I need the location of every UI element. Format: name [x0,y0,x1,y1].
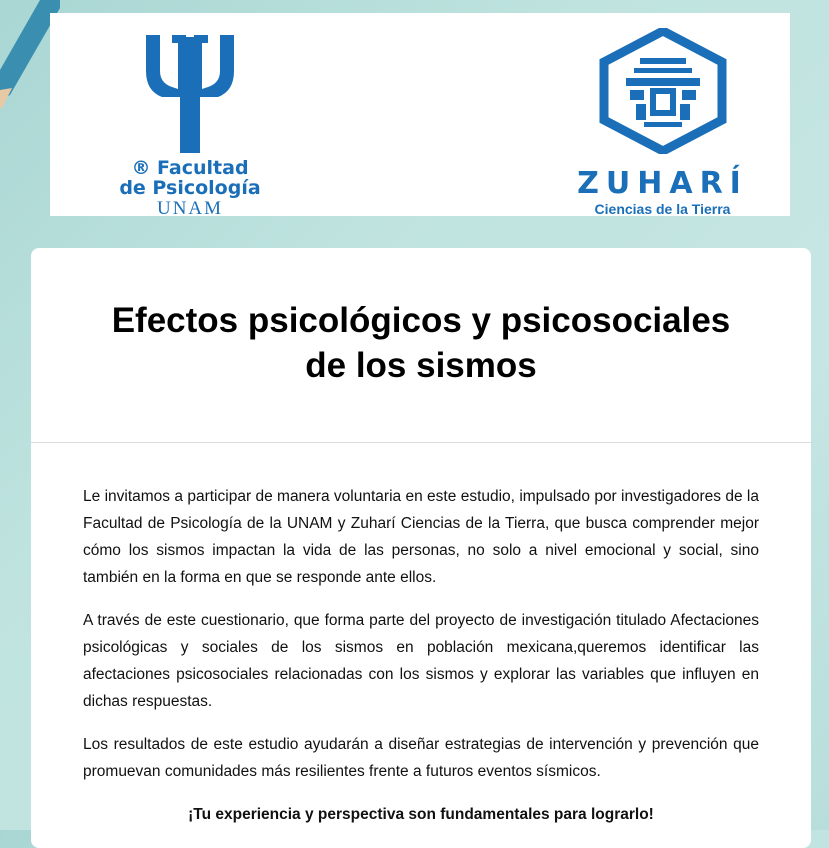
hexagon-glyph-icon [596,28,730,154]
header-banner [50,13,790,219]
description-paragraph: A través de este cuestionario, que forma parte del proyecto de investigación titulado Afectaciones psicológicas y sociales de los sismos en población mexicana,queremos identificar las afectaciones psicosociales relacionadas con los sismos y explorar las variables que influyen en dichas respuestas. [83,612,759,710]
logo-text-facultad: ® Facultad [131,157,249,179]
description-paragraph: Le invitamos a participar de manera voluntaria en este estudio, impulsado por investigadores de la Facultad de Psicología de la UNAM y Zuharí Ciencias de la Tierra, que busca comprender mejor cómo los sismos impactan la vida de las personas, no solo a nivel emocional y social, sino también en la forma en que se responde ante ellos. [83,488,759,586]
form-description [83,483,759,844]
form-title [31,298,811,388]
call-to-action-text: ¡Tu experiencia y perspectiva son fundamentales para lograrlo! [188,806,654,823]
logo-text-unam: UNAM [156,198,224,219]
logo-text-ciencias: Ciencias de la Tierra [594,201,731,217]
form-title-line-2: de los sismos [305,346,537,385]
zuhari-logo [555,28,770,217]
form-description-card [31,248,811,848]
psi-symbol-icon [142,31,238,153]
logo-text-psicologia: de Psicología [119,177,261,199]
form-title-line-1: Efectos psicológicos y psicosociales [111,301,731,340]
facultad-psicologia-logo [110,31,270,219]
logo-text-zuhari: ZUHARÍ [577,166,748,201]
description-paragraph: Los resultados de este estudio ayudarán a diseñar estrategias de intervención y prevención que promuevan comunidades más resilientes frente a futuros eventos sísmicos. [83,736,759,780]
divider [31,442,811,443]
